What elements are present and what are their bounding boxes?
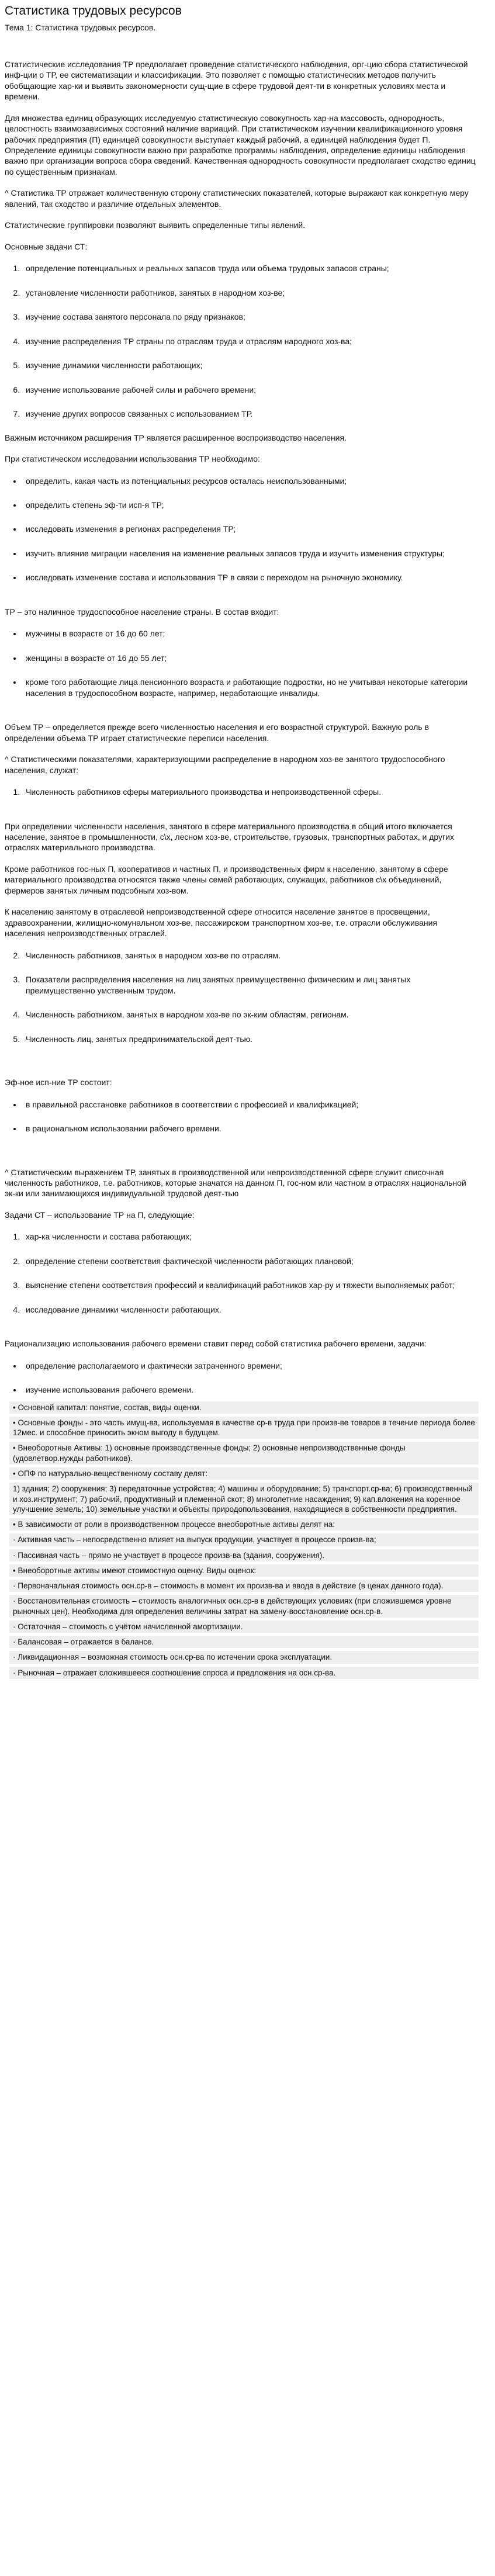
list-item: 4. Численность работником, занятых в народном хоз-ве по эк-ким областям, регионам. <box>22 1002 479 1020</box>
tasks-heading: Основные задачи СТ: <box>5 241 88 251</box>
list-item: • В зависимости от роли в производственном процессе внеоборотные активы делят на: <box>9 1518 479 1531</box>
list-item: 1. хар-ка численности и состава работающих; <box>22 1224 479 1242</box>
paragraph-quantitative: ^ Статистика ТР отражает количественную сторону статистических показателей, которые выражают как конкретную меру явлений, так сходство и различие отдельных элементов. <box>5 188 469 209</box>
list-item: · Пассивная часть – прямо не участвует в процессе произв-ва (здания, сооружения). <box>9 1549 479 1561</box>
list-item: · Балансовая – отражается в балансе. <box>9 1636 479 1648</box>
list-item: • исследовать изменение состава и использования ТР в связи с переходом на рыночную экономику. <box>22 565 479 583</box>
list-item: • Внеоборотные активы имеют стоимостную оценку. Виды оценок: <box>9 1564 479 1577</box>
list-item: · Первоначальная стоимость осн.ср-в – стоимость в момент их произв-ва и ввода в действие (в ценах данного года). <box>9 1580 479 1592</box>
list-item: 3. изучение состава занятого персонала по ряду признаков; <box>22 304 479 322</box>
paragraph-workers: Кроме работников гос-ных П, кооперативов и частных П, и производственных фирм к населению, занятому в сфере материального производства относятся также члены семей работающих, служащих, работников с\х объединений, фермеров занятых личным подсобным хоз-вом. <box>5 864 448 895</box>
paragraph-needs-heading: При статистическом исследовании использования ТР необходимо: <box>5 454 260 464</box>
composition-list <box>5 621 479 698</box>
efficiency-list <box>5 1092 479 1134</box>
list-item: · Рыночная – отражает сложившееся соотношение спроса и предложения на осн.ср-ва. <box>9 1667 479 1679</box>
list-item: · Активная часть – непосредственно влияет на выпуск продукции, участвует в процессе произв-ва; <box>9 1533 479 1546</box>
list-item: 2. установление численности работников, занятых в народном хоз-ве; <box>22 280 479 298</box>
paragraph-intro: Статистические исследования ТР предполагает проведение статистического наблюдения, орг-цию сбора статистической инф-ции о ТР, ее систематизации и классификации. Это позволяет с помощью статистических методов получить обобщающие хар-ки и выявить закономерности сущ-щие в сфере трудовой деят-ти в конкретных условиях места и времени. <box>5 59 468 102</box>
list-item: 3. выяснение степени соответствия профессий и квалификаций работников хар-ру и тяжести выполняемых работ; <box>22 1272 479 1290</box>
paragraph-composition-heading: ТР – это наличное трудоспособное население страны. В состав входит: <box>5 607 279 617</box>
list-item: • изучить влияние миграции населения на изменение реальных запасов труда и изучить изменения структуры; <box>22 541 479 559</box>
list-item: 1. Численность работников сферы материального производства и непроизводственной сферы. <box>22 779 479 797</box>
paragraph-reproduction: Важным источником расширения ТР является расширенное воспроизводство населения. <box>5 432 347 442</box>
needs-list <box>5 468 479 583</box>
list-item: • изучение использования рабочего времени. <box>22 1377 479 1395</box>
usage-tasks-list <box>5 1224 479 1315</box>
list-item: 2. определение степени соответствия фактической численности работающих плановой; <box>22 1248 479 1266</box>
tasks-list <box>5 255 479 419</box>
indicators-list-2 <box>5 943 479 1044</box>
list-item: 1) здания; 2) сооружения; 3) передаточные устройства; 4) машины и оборудование; 5) транспорт.ср-ва; 6) производственный и хоз.инструмент; 7) рабочий, продуктивный и племенной скот; 8) многолетние насаждения; 9) кап.вложения на коренное улучшение земель; 10) земельные участки и объекты природопользования, находящиеся в собственности предприятия. <box>9 1483 479 1515</box>
paragraph-population: Для множества единиц образующих исследуемую статистическую совокупность хар-на массовость, однородность, целостность взаимозависимых состояний наличие вариаций. При статистическом изучении квалификационного уровня рабочих предприятия (П) единицей совокупности выступает каждый рабочий, а единицей наблюдения будет П. Определение единицы совокупности важно при разработке программы наблюдения, определение единицы наблюдения важно при организации вопроса сбора сведений. Качественная однородность совокупности предполагает сходство единиц по существенным признакам. <box>5 113 476 176</box>
list-item: • в правильной расстановке работников в соответствии с профессией и квалификацией; <box>22 1092 479 1110</box>
paragraph-indicators-heading: ^ Статистическими показателями, характеризующими распределение в народном хоз-ве занятого трудоспособного населения, служат: <box>5 754 445 775</box>
list-item: · Остаточная – стоимость с учётом начисленной амортизации. <box>9 1621 479 1633</box>
list-item: 1. определение потенциальных и реальных запасов труда или объема трудовых запасов страны; <box>22 255 479 273</box>
list-item: • определить, какая часть из потенциальных ресурсов осталась неиспользованными; <box>22 468 479 486</box>
list-item: 2. Численность работников, занятых в народном хоз-ве по отраслям. <box>22 943 479 961</box>
list-item: 5. Численность лиц, занятых предпринимательской деят-тью. <box>22 1026 479 1044</box>
list-item: · Ликвидационная – возможная стоимость осн.ср-ва по истечении срока эксплуатации. <box>9 1651 479 1663</box>
list-item: • кроме того работающие лица пенсионного возраста и работающие подростки, но не учитывая некоторые категории населения в трудоспособном возрасте, например, неработающие инвалиды. <box>22 669 479 698</box>
paragraph-groupings: Статистические группировки позволяют выявить определенные типы явлений. <box>5 220 306 230</box>
list-item: • определить степень эф-ти исп-я ТР; <box>22 492 479 510</box>
list-item: 6. изучение использование рабочей силы и рабочего времени; <box>22 377 479 395</box>
list-item: · Восстановительная стоимость – стоимость аналогичных осн.ср-в в действующих условиях (при сложившемся уровне рыночных цен). Необходима для определения величины затрат на замену-восстановление осн.ср-в. <box>9 1595 479 1618</box>
indicators-list-1 <box>5 779 479 797</box>
list-item: 4. изучение распределения ТР страны по отраслям труда и отраслям народного хоз-ва; <box>22 328 479 347</box>
paragraph-usage-heading: Задачи СТ – использование ТР на П, следующие: <box>5 1210 195 1220</box>
list-item: 4. исследование динамики численности работающих. <box>22 1297 479 1315</box>
paragraph-nonproduction: К населению занятому в отраслевой непроизводственной сфере относится население занятое в просвещении, здравоохранении, жилищно-комунальном хоз-ве, пассажирском транспортном хоз-ве, т.е. отрасли обслуживания населения непроизводственных отраслей. <box>5 907 438 939</box>
list-item: 3. Показатели распределения населения на лиц занятых преимущественно физическим и лиц занятых преимущественно умственным трудом. <box>22 967 479 996</box>
paragraph-volume: Объем ТР – определяется прежде всего численностью населения и его возрастной структурой. Важную роль в определении объема ТР играет статистические переписи населения. <box>5 722 429 743</box>
list-item: • в рациональном использовании рабочего времени. <box>22 1116 479 1134</box>
paragraph-list-count: ^ Статистическим выражением ТР, занятых в производственной или непроизводственной сфере служит списочная численность работников, т.е. работников, которые значатся на данном П, гос-ном или частном в отраслях национальной эк-ки или занимающихся индивидуальной трудовой деят-тью <box>5 1167 466 1199</box>
list-item: • мужчины в возрасте от 16 до 60 лет; <box>22 621 479 639</box>
page-title: Статистика трудовых ресурсов <box>5 4 182 18</box>
list-item: • женщины в возрасте от 16 до 55 лет; <box>22 645 479 663</box>
list-item: • Основной капитал: понятие, состав, виды оценки. <box>9 1401 479 1414</box>
time-tasks-list <box>5 1353 479 1396</box>
paragraph-time-heading: Рационализацию использования рабочего времени ставит перед собой статистика рабочего времени, задачи: <box>5 1339 427 1349</box>
list-item: 7. изучение других вопросов связанных с использованием ТР. <box>22 401 479 419</box>
list-item: • исследовать изменения в регионах распределения ТР; <box>22 516 479 534</box>
list-item: 5. изучение динамики численности работающих; <box>22 352 479 371</box>
list-item: • определение располагаемого и фактически затраченного времени; <box>22 1353 479 1371</box>
capital-notes-list <box>5 1401 479 1679</box>
paragraph-efficiency-heading: Эф-ное исп-ние ТР состоит: <box>5 1078 112 1088</box>
paragraph-material-production: При определении численности населения, занятого в сфере материального производства в общий итого включается население, занятое в промышленности, с\х, лесном хоз-ве, строительстве, грузовых, транспортных работах, и других отраслях материального производства. <box>5 821 454 853</box>
list-item: • Внеоборотные Активы: 1) основные производственные фонды; 2) основные непроизводственные фонды (удовлетвор.нужды работников). <box>9 1442 479 1464</box>
list-item: • ОПФ по натурально-вещественному составу делят: <box>9 1467 479 1480</box>
list-item: • Основные фонды - это часть имущ-ва, используемая в качестве ср-в труда при произв-ве товаров в течение периода более 12мес. и способное приносить экном выгоду в будущем. <box>9 1417 479 1439</box>
topic-subtitle: Тема 1: Статистика трудовых ресурсов. <box>5 23 156 33</box>
